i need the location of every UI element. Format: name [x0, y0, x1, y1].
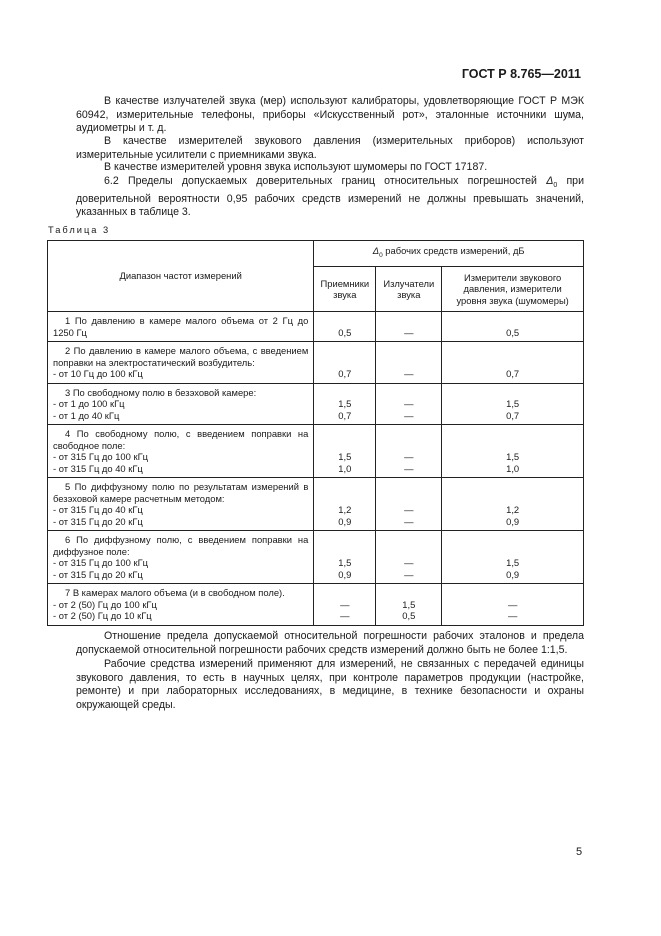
value-meters-cell [442, 342, 584, 384]
table-row [48, 312, 584, 342]
paragraph-usage-text: Рабочие средства измерений применяют для измерений, не связанных с передачей единицы звукового давления, то есть в научных целях, при контроле параметров продукции (настройке, ремонте) и при лабораторных исследованиях, в медицине, в технике безопасности и охраны окружающей среды. [76, 658, 584, 711]
value: 1,5 [506, 557, 520, 568]
table-row [48, 584, 584, 626]
value-emitters-cell [376, 478, 442, 531]
page-number: 5 [576, 846, 583, 858]
paragraph-6-2 [76, 175, 584, 220]
paragraph-emitters [76, 95, 584, 136]
row-subrange-label: - от 315 Гц до 100 кГц [53, 451, 149, 462]
value-receivers-cell [314, 312, 376, 342]
header-frequency-range: Диапазон частот измерений [48, 241, 314, 312]
header-emitters: Излучатели звука [376, 267, 442, 312]
value: — [404, 462, 414, 474]
paragraph-sound-level [76, 161, 584, 175]
value: — [404, 326, 414, 338]
value: — [340, 598, 350, 610]
value: 0,7 [338, 409, 352, 421]
value-receivers-cell [314, 342, 376, 384]
value: 1,5 [402, 598, 416, 610]
row-description [48, 342, 314, 384]
document-header: ГОСТ Р 8.765—2011 [461, 67, 581, 81]
row-title: 3 По свободному полю в безэховой камере: [65, 386, 257, 398]
value: — [404, 398, 414, 409]
value: 1,5 [338, 451, 352, 462]
value: 1,5 [338, 557, 352, 568]
row-title: 6 По диффузному полю, с введением поправки на диффузное поле: [53, 534, 309, 557]
value: 1,0 [338, 462, 352, 474]
value: 0,7 [338, 368, 352, 379]
row-subrange-label: - от 1 до 100 кГц [53, 398, 125, 409]
row-subrange-label: - от 315 Гц до 100 кГц [53, 557, 149, 568]
value: 0,5 [338, 326, 352, 338]
header-receivers: Приемники звука [314, 267, 376, 312]
value: 1,0 [506, 462, 520, 474]
row-subrange-label: - от 315 Гц до 40 кГц [53, 504, 143, 515]
value: 1,5 [338, 398, 352, 409]
paragraph-usage [76, 658, 584, 712]
row-subrange-label: - от 315 Гц до 20 кГц [53, 568, 143, 580]
value: — [404, 368, 414, 379]
header-delta-subscript: 0 [379, 252, 383, 260]
table-caption: Таблица 3 [48, 225, 111, 235]
value: — [404, 504, 414, 515]
table-row [48, 383, 584, 425]
value: — [507, 610, 518, 621]
value-meters-cell [442, 478, 584, 531]
row-description [48, 312, 314, 342]
value-meters-cell [442, 383, 584, 425]
paragraph-sound-level-text: В качестве измерителей уровня звука используют шумомеры по ГОСТ 17187. [104, 161, 488, 173]
accuracy-table [47, 240, 584, 626]
row-subrange-label: - от 2 (50) Гц до 10 кГц [53, 610, 152, 621]
value: — [404, 409, 414, 421]
row-title: 2 По давлению в камере малого объема, с введением поправки на электростатический возбудитель: [53, 345, 309, 368]
value: 0,9 [506, 568, 520, 580]
p4-before: 6.2 Пределы допускаемых доверительных границ относительных погрешностей [104, 175, 547, 187]
value-emitters-cell [376, 531, 442, 584]
p4-after: при доверительной вероятности 0,95 рабочих средств измерений не должны превышать значений, указанных в таблице 3. [76, 175, 584, 219]
delta-symbol: Δ [546, 175, 554, 187]
row-title: 4 По свободному полю, с введением поправки на свободное поле: [53, 428, 309, 451]
paragraph-ratio-text: Отношение предела допускаемой относительной погрешности рабочих эталонов и предела допускаемой относительной погрешности рабочих средств измерений должно быть не более 1:1,5. [76, 630, 584, 656]
row-subrange-label: - от 315 Гц до 20 кГц [53, 515, 143, 527]
value: 1,5 [506, 398, 520, 409]
header-delta-symbol: Δ [372, 245, 380, 257]
table-row [48, 342, 584, 384]
value-emitters-cell [376, 342, 442, 384]
value-receivers-cell [314, 383, 376, 425]
table-row [48, 478, 584, 531]
value-emitters-cell [376, 425, 442, 478]
value-emitters-cell [376, 383, 442, 425]
row-subrange-label: - от 1 до 40 кГц [53, 409, 120, 421]
value: — [340, 610, 350, 621]
table-body [48, 312, 584, 626]
paragraph-meters [76, 135, 584, 162]
value: 0,7 [506, 368, 520, 379]
value: 1,5 [506, 451, 520, 462]
value: — [404, 515, 414, 527]
paragraph-meters-text: В качестве измерителей звукового давления (измерительных приборов) используют измерительные усилители с приемниками звука. [76, 135, 584, 161]
value-receivers-cell [314, 531, 376, 584]
value: 0,5 [402, 610, 416, 621]
row-title: 5 По диффузному полю по результатам измерений в безэховой камере расчетным методом: [53, 481, 309, 504]
value: — [404, 568, 414, 580]
value-emitters-cell [376, 584, 442, 626]
header-group-text: рабочих средств измерений, дБ [382, 245, 525, 257]
value: 0,5 [506, 326, 520, 338]
row-description [48, 478, 314, 531]
row-description [48, 425, 314, 478]
value-meters-cell [442, 531, 584, 584]
value-meters-cell [442, 312, 584, 342]
value: — [404, 557, 414, 568]
row-subrange-label: - от 10 Гц до 100 кГц [53, 368, 143, 379]
row-description [48, 531, 314, 584]
value: 1,2 [338, 504, 352, 515]
value: 0,9 [506, 515, 520, 527]
value: — [507, 598, 518, 610]
value: 0,7 [506, 409, 520, 421]
row-title: 7 В камерах малого объема (и в свободном поле). [65, 587, 285, 598]
value: 0,9 [338, 515, 352, 527]
row-subrange-label: - от 315 Гц до 40 кГц [53, 462, 143, 474]
value-receivers-cell [314, 478, 376, 531]
paragraph-emitters-text: В качестве излучателей звука (мер) используют калибраторы, удовлетворяющие ГОСТ Р МЭК 60942, измерительные телефоны, приборы «Искусственный рот», эталонные источники шума, аудиометры и т. д. [76, 95, 584, 135]
table-row [48, 425, 584, 478]
value: 1,2 [506, 504, 520, 515]
value-meters-cell [442, 425, 584, 478]
header-meters: Измерители звукового давления, измерители уровня звука (шумомеры) [442, 267, 584, 312]
paragraph-ratio [76, 630, 584, 657]
value-receivers-cell [314, 425, 376, 478]
row-description [48, 584, 314, 626]
delta-subscript: 0 [553, 182, 558, 190]
row-subrange-label: - от 2 (50) Гц до 100 кГц [53, 598, 157, 610]
header-group [314, 241, 584, 267]
value-receivers-cell [314, 584, 376, 626]
row-title: 1 По давлению в камере малого объема от 2 Гц до 1250 Гц [53, 315, 309, 338]
value-emitters-cell [376, 312, 442, 342]
value-meters-cell [442, 584, 584, 626]
value: 0,9 [338, 568, 352, 580]
table-row [48, 531, 584, 584]
value: — [404, 451, 414, 462]
row-description [48, 383, 314, 425]
